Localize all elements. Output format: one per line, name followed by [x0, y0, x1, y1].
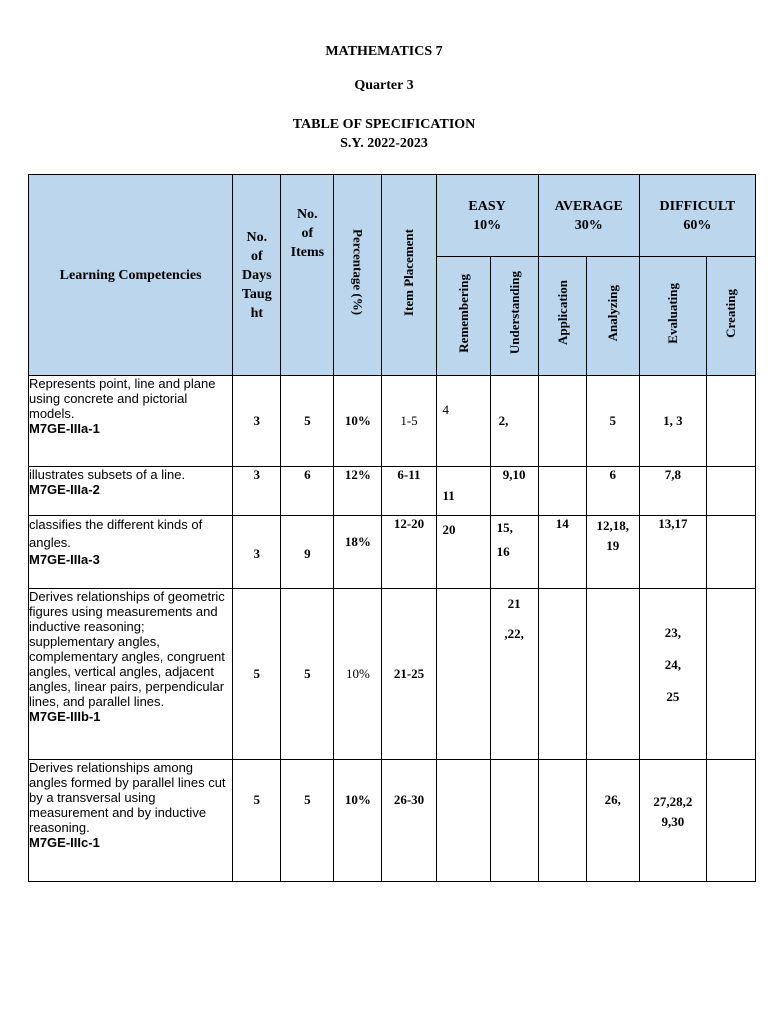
understanding-cell: 2, — [490, 376, 538, 467]
application-cell — [538, 467, 586, 516]
competency-cell: Derives relationships among angles formed by parallel lines cut by a transversal using measurement and by inductive reasoning. M7GE-IIIc-1 — [29, 759, 233, 881]
header-application: Application — [538, 257, 586, 376]
items-cell: 5 — [281, 759, 334, 881]
header-average: AVERAGE 30% — [538, 175, 639, 257]
remembering-cell: 4 — [436, 376, 490, 467]
competency-cell: classifies the different kinds of angles. M7GE-IIIa-3 — [29, 516, 233, 589]
understanding-cell: 15, 16 — [490, 516, 538, 589]
competency-cell: Represents point, line and plane using concrete and pictorial models. M7GE-IIIa-1 — [29, 376, 233, 467]
days-cell: 5 — [233, 759, 281, 881]
header-difficult: DIFFICULT 60% — [639, 175, 755, 257]
subject-title: MATHEMATICS 7 — [325, 44, 443, 59]
placement-cell: 26-30 — [382, 759, 436, 881]
header-creating: Creating — [706, 257, 755, 376]
analyzing-cell: 5 — [586, 376, 639, 467]
header-remembering: Remembering — [436, 257, 490, 376]
percentage-cell: 12% — [334, 467, 382, 516]
placement-cell: 12-20 — [382, 516, 436, 589]
application-cell — [538, 376, 586, 467]
remembering-cell: 11 — [436, 467, 490, 516]
application-cell — [538, 759, 586, 881]
analyzing-cell: 6 — [586, 467, 639, 516]
analyzing-cell — [586, 589, 639, 759]
evaluating-cell: 27,28,2 9,30 — [639, 759, 706, 881]
header-days-taught: No. of Days Taug ht — [233, 175, 281, 376]
header-no-of-items: No. of Items — [281, 175, 334, 376]
evaluating-cell: 7,8 — [639, 467, 706, 516]
remembering-cell — [436, 589, 490, 759]
evaluating-cell: 13,17 — [639, 516, 706, 589]
table-row — [29, 467, 756, 516]
competency-cell: Derives relationships of geometric figures using measurements and inductive reasoning; supplementary angles, complementary angles, congruent angles, vertical angles, adjacent angles, linear pairs, perpendicular lines, and parallel lines. M7GE-IIIb-1 — [29, 589, 233, 759]
creating-cell — [706, 376, 755, 467]
application-cell — [538, 589, 586, 759]
placement-cell: 1-5 — [382, 376, 436, 467]
quarter-label: Quarter 3 — [354, 78, 414, 93]
school-year: S.Y. 2022-2023 — [340, 136, 428, 151]
header-percentage: Percentage (%) — [334, 175, 382, 376]
evaluating-cell: 1, 3 — [639, 376, 706, 467]
items-cell: 5 — [281, 589, 334, 759]
understanding-cell: 21 ,22, — [490, 589, 538, 759]
days-cell: 3 — [233, 516, 281, 589]
creating-cell — [706, 467, 755, 516]
specification-table — [28, 174, 756, 882]
days-cell: 5 — [233, 589, 281, 759]
creating-cell — [706, 589, 755, 759]
table-row — [29, 589, 756, 759]
creating-cell — [706, 516, 755, 589]
evaluating-cell: 23, 24, 25 — [639, 589, 706, 759]
items-cell: 5 — [281, 376, 334, 467]
placement-cell: 6-11 — [382, 467, 436, 516]
days-cell: 3 — [233, 376, 281, 467]
percentage-cell: 10% — [334, 376, 382, 467]
placement-cell: 21-25 — [382, 589, 436, 759]
creating-cell — [706, 759, 755, 881]
days-cell: 3 — [233, 467, 281, 516]
percentage-cell: 10% — [334, 589, 382, 759]
header-item-placement: Item Placement — [382, 175, 436, 376]
header-easy: EASY 10% — [436, 175, 538, 257]
understanding-cell: 9,10 — [490, 467, 538, 516]
header-competencies: Learning Competencies — [29, 175, 233, 376]
table-row — [29, 376, 756, 467]
header-understanding: Understanding — [490, 257, 538, 376]
percentage-cell: 10% — [334, 759, 382, 881]
items-cell: 9 — [281, 516, 334, 589]
header-evaluating: Evaluating — [639, 257, 706, 376]
remembering-cell: 20 — [436, 516, 490, 589]
percentage-cell: 18% — [334, 516, 382, 589]
table-row — [29, 759, 756, 881]
understanding-cell — [490, 759, 538, 881]
remembering-cell — [436, 759, 490, 881]
competency-cell: illustrates subsets of a line. M7GE-IIIa-2 — [29, 467, 233, 516]
analyzing-cell: 26, — [586, 759, 639, 881]
document-title: TABLE OF SPECIFICATION — [292, 117, 476, 132]
analyzing-cell: 12,18, 19 — [586, 516, 639, 589]
application-cell: 14 — [538, 516, 586, 589]
header-analyzing: Analyzing — [586, 257, 639, 376]
table-row — [29, 516, 756, 589]
items-cell: 6 — [281, 467, 334, 516]
